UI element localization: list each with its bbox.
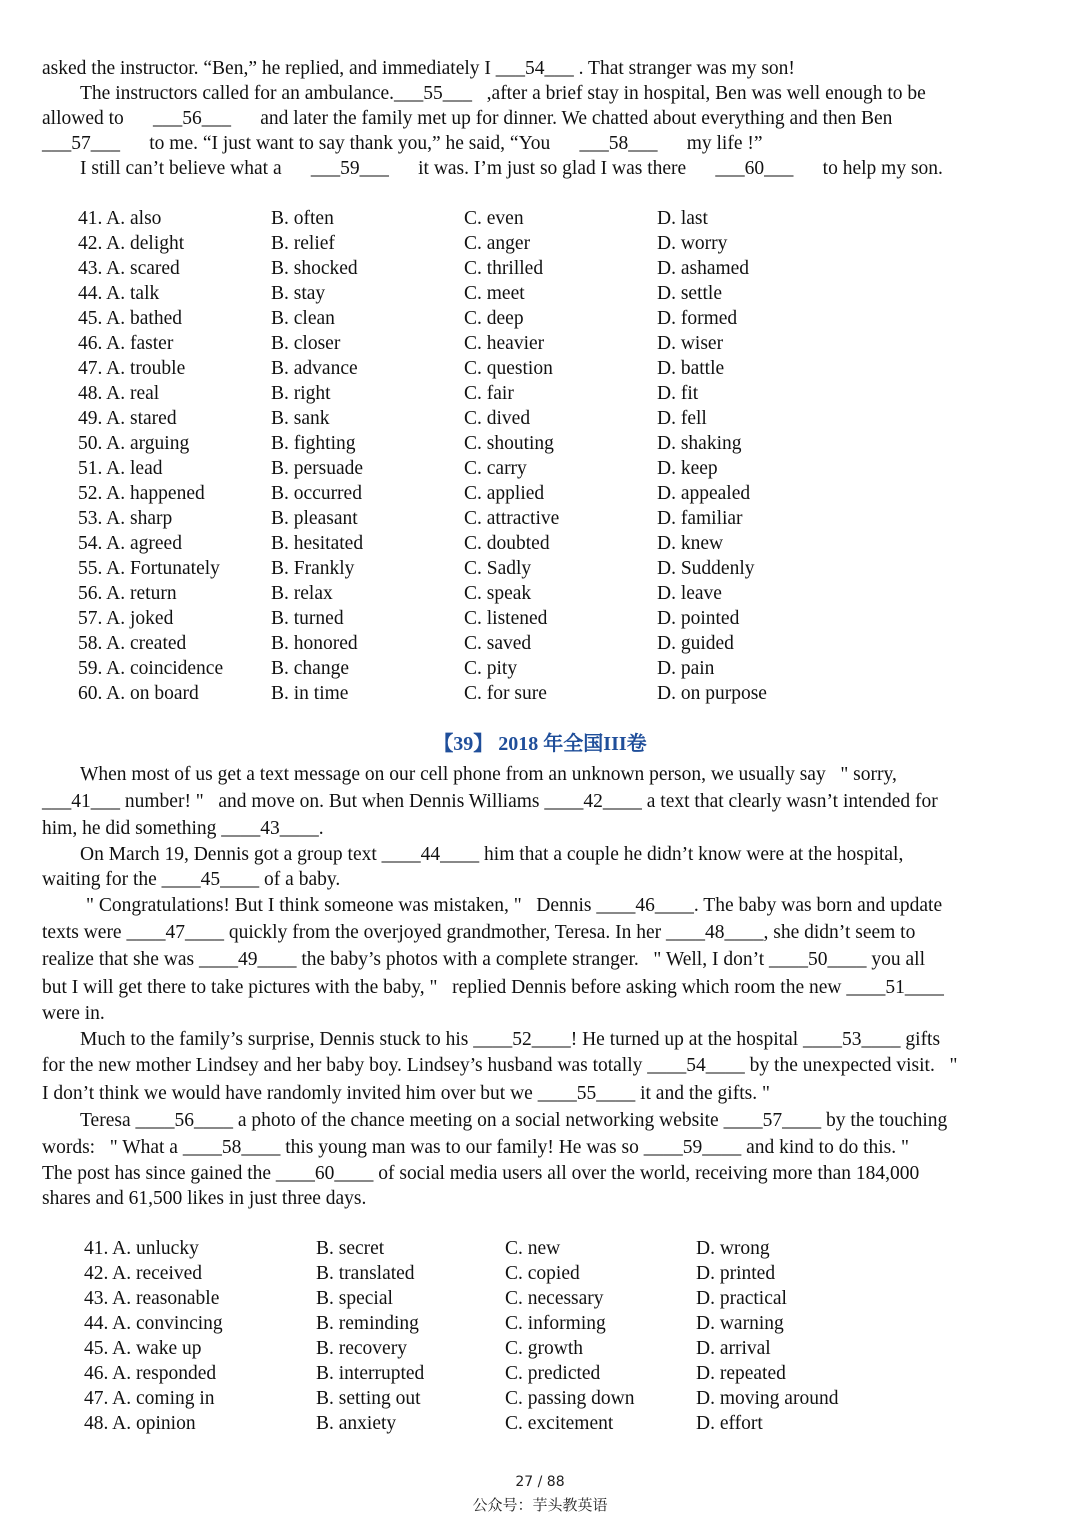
option-choice: 41. A. unlucky (84, 1238, 199, 1259)
option-choice: D. appealed (657, 483, 751, 504)
option-choice: 57. A. joked (78, 608, 174, 629)
option-choice: D. repeated (696, 1363, 786, 1384)
option-choice: C. saved (464, 633, 532, 654)
option-choice: C. growth (505, 1338, 583, 1359)
option-choice: 47. A. coming in (84, 1388, 215, 1409)
option-choice: 60. A. on board (78, 683, 199, 704)
option-choice: C. anger (464, 233, 531, 254)
passage-1-line: ___57___ to me. “I just want to say thank you,” he said, “You ___58___ my life !” (42, 133, 763, 154)
passage-2-line: for the new mother Lindsey and her baby boy. Lindsey’s husband was totally ____54____ by the unexpected visit. " (42, 1055, 958, 1076)
option-choice: B. stay (271, 283, 326, 304)
option-choice: B. sank (271, 408, 330, 429)
option-choice: C. necessary (505, 1288, 604, 1309)
option-choice: B. relax (271, 583, 333, 604)
passage-2-line: words: " What a ____58____ this young man was to our family! He was so ____59____ and kind to do this. " (42, 1137, 909, 1158)
option-choice: D. worry (657, 233, 728, 254)
option-choice: B. translated (316, 1263, 415, 1284)
option-choice: B. pleasant (271, 508, 358, 529)
option-choice: D. fit (657, 383, 699, 404)
option-choice: C. heavier (464, 333, 545, 354)
option-choice: D. last (657, 208, 708, 229)
passage-2-line: " Congratulations! But I think someone was mistaken, " Dennis ____46____. The baby was born and update (86, 895, 943, 916)
option-choice: B. relief (271, 233, 335, 254)
passage-2-line: waiting for the ____45____ of a baby. (42, 869, 341, 890)
option-choice: D. keep (657, 458, 718, 479)
passage-1-line: I still can’t believe what a ___59___ it was. I’m just so glad I was there ___60___ to help my son. (80, 158, 943, 179)
option-choice: C. dived (464, 408, 531, 429)
option-choice: C. carry (464, 458, 527, 479)
passage-2-line: ___41___ number! " and move on. But when Dennis Williams ____42____ a text that clearly wasn’t intended for (42, 791, 938, 812)
option-choice: B. right (271, 383, 331, 404)
option-choice: B. change (271, 658, 349, 679)
option-choice: D. practical (696, 1288, 787, 1309)
option-choice: B. Frankly (271, 558, 355, 579)
option-choice: B. recovery (316, 1338, 407, 1359)
option-choice: B. clean (271, 308, 335, 329)
passage-2-line: were in. (42, 1003, 105, 1024)
option-choice: 43. A. scared (78, 258, 180, 279)
passage-2-line: When most of us get a text message on our cell phone from an unknown person, we usually say " sorry, (80, 764, 897, 785)
option-choice: 41. A. also (78, 208, 162, 229)
option-choice: B. advance (271, 358, 358, 379)
option-choice: C. applied (464, 483, 545, 504)
option-choice: C. deep (464, 308, 524, 329)
option-choice: C. Sadly (464, 558, 532, 579)
passage-2-line: realize that she was ____49____ the baby’s photos with a complete stranger. " Well, I don’t ____50____ you all (42, 949, 926, 970)
option-choice: 44. A. convincing (84, 1313, 223, 1334)
option-choice: D. wrong (696, 1238, 770, 1259)
option-choice: 47. A. trouble (78, 358, 186, 379)
option-choice: D. knew (657, 533, 724, 554)
option-choice: B. turned (271, 608, 344, 629)
option-choice: C. informing (505, 1313, 606, 1334)
passage-2-line: but I will get there to take pictures with the baby, " replied Dennis before asking which room the new ____51____ (42, 977, 944, 998)
option-choice: C. attractive (464, 508, 560, 529)
passage-1-line: allowed to ___56___ and later the family met up for dinner. We chatted about everything and then Ben (42, 108, 893, 129)
option-choice: D. leave (657, 583, 722, 604)
option-choice: B. in time (271, 683, 349, 704)
option-choice: B. closer (271, 333, 341, 354)
passage-1-line: asked the instructor. “Ben,” he replied, and immediately I ___54___ . That stranger was my son! (42, 58, 795, 79)
passage-2-line: The post has since gained the ____60____ of social media users all over the world, receiving more than 184,000 (42, 1163, 920, 1184)
option-choice: B. hesitated (271, 533, 364, 554)
option-choice: D. fell (657, 408, 707, 429)
option-choice: B. special (316, 1288, 393, 1309)
option-choice: D. pointed (657, 608, 740, 629)
footer-account: 公众号：芋头教英语 (472, 1496, 608, 1514)
option-choice: D. effort (696, 1413, 763, 1434)
option-choice: 52. A. happened (78, 483, 205, 504)
passage-2-line: shares and 61,500 likes in just three days. (42, 1188, 367, 1209)
option-choice: 43. A. reasonable (84, 1288, 220, 1309)
option-choice: 50. A. arguing (78, 433, 190, 454)
option-choice: D. settle (657, 283, 722, 304)
option-choice: C. thrilled (464, 258, 544, 279)
option-choice: C. passing down (505, 1388, 635, 1409)
option-choice: C. new (505, 1238, 561, 1259)
option-choice: 56. A. return (78, 583, 177, 604)
option-choice: D. shaking (657, 433, 742, 454)
option-choice: D. warning (696, 1313, 784, 1334)
page-number: 27 / 88 (515, 1474, 565, 1490)
option-choice: D. on purpose (657, 683, 767, 704)
passage-2-line: Much to the family’s surprise, Dennis stuck to his ____52____! He turned up at the hospital ____53____ gifts (80, 1029, 941, 1050)
option-choice: B. setting out (316, 1388, 421, 1409)
option-choice: D. Suddenly (657, 558, 755, 579)
option-choice: D. moving around (696, 1388, 839, 1409)
option-choice: B. secret (316, 1238, 385, 1259)
option-choice: D. arrival (696, 1338, 771, 1359)
option-choice: B. occurred (271, 483, 362, 504)
passage-1-line: The instructors called for an ambulance.___55___ ,after a brief stay in hospital, Ben was well enough to be (80, 83, 926, 104)
option-choice: D. battle (657, 358, 725, 379)
option-choice: 42. A. delight (78, 233, 185, 254)
option-choice: C. speak (464, 583, 532, 604)
option-choice: C. pity (464, 658, 518, 679)
option-choice: 46. A. faster (78, 333, 174, 354)
option-choice: B. fighting (271, 433, 356, 454)
option-choice: C. shouting (464, 433, 554, 454)
passage-2-line: texts were ____47____ quickly from the overjoyed grandmother, Teresa. In her ____48____, she didn’t seem to (42, 922, 916, 943)
option-choice: B. reminding (316, 1313, 419, 1334)
option-choice: B. shocked (271, 258, 358, 279)
passage-2-line: On March 19, Dennis got a group text ____44____ him that a couple he didn’t know were at the hospital, (80, 844, 904, 865)
option-choice: D. printed (696, 1263, 776, 1284)
option-choice: C. excitement (505, 1413, 614, 1434)
option-choice: 48. A. real (78, 383, 160, 404)
option-choice: B. persuade (271, 458, 364, 479)
option-choice: D. pain (657, 658, 715, 679)
option-choice: 46. A. responded (84, 1363, 217, 1384)
option-choice: C. doubted (464, 533, 550, 554)
option-choice: 58. A. created (78, 633, 187, 654)
option-choice: 53. A. sharp (78, 508, 173, 529)
option-choice: B. anxiety (316, 1413, 397, 1434)
option-choice: C. question (464, 358, 553, 379)
option-choice: C. copied (505, 1263, 580, 1284)
option-choice: C. listened (464, 608, 548, 629)
option-choice: C. even (464, 208, 524, 229)
option-choice: C. for sure (464, 683, 547, 704)
option-choice: D. familiar (657, 508, 743, 529)
option-choice: D. formed (657, 308, 738, 329)
passage-2-line: him, he did something ____43____. (42, 818, 324, 839)
passage-2-line: I don’t think we would have randomly invited him over but we ____55____ it and the gifts. " (42, 1083, 770, 1104)
option-choice: C. predicted (505, 1363, 601, 1384)
option-choice: C. fair (464, 383, 514, 404)
option-choice: B. interrupted (316, 1363, 425, 1384)
option-choice: 45. A. bathed (78, 308, 182, 329)
option-choice: 48. A. opinion (84, 1413, 196, 1434)
option-choice: 49. A. stared (78, 408, 177, 429)
option-choice: 45. A. wake up (84, 1338, 202, 1359)
option-choice: C. meet (464, 283, 525, 304)
option-choice: 51. A. lead (78, 458, 163, 479)
option-choice: 42. A. received (84, 1263, 203, 1284)
option-choice: D. ashamed (657, 258, 750, 279)
option-choice: 59. A. coincidence (78, 658, 224, 679)
option-choice: D. guided (657, 633, 734, 654)
option-choice: B. often (271, 208, 334, 229)
option-choice: 55. A. Fortunately (78, 558, 220, 579)
option-choice: 44. A. talk (78, 283, 160, 304)
option-choice: 54. A. agreed (78, 533, 182, 554)
option-choice: B. honored (271, 633, 358, 654)
option-choice: D. wiser (657, 333, 724, 354)
passage-2-line: Teresa ____56____ a photo of the chance meeting on a social networking website ____57____ by the touching (80, 1110, 948, 1131)
section-heading: 【39】 2018 年全国III卷 (433, 733, 647, 755)
